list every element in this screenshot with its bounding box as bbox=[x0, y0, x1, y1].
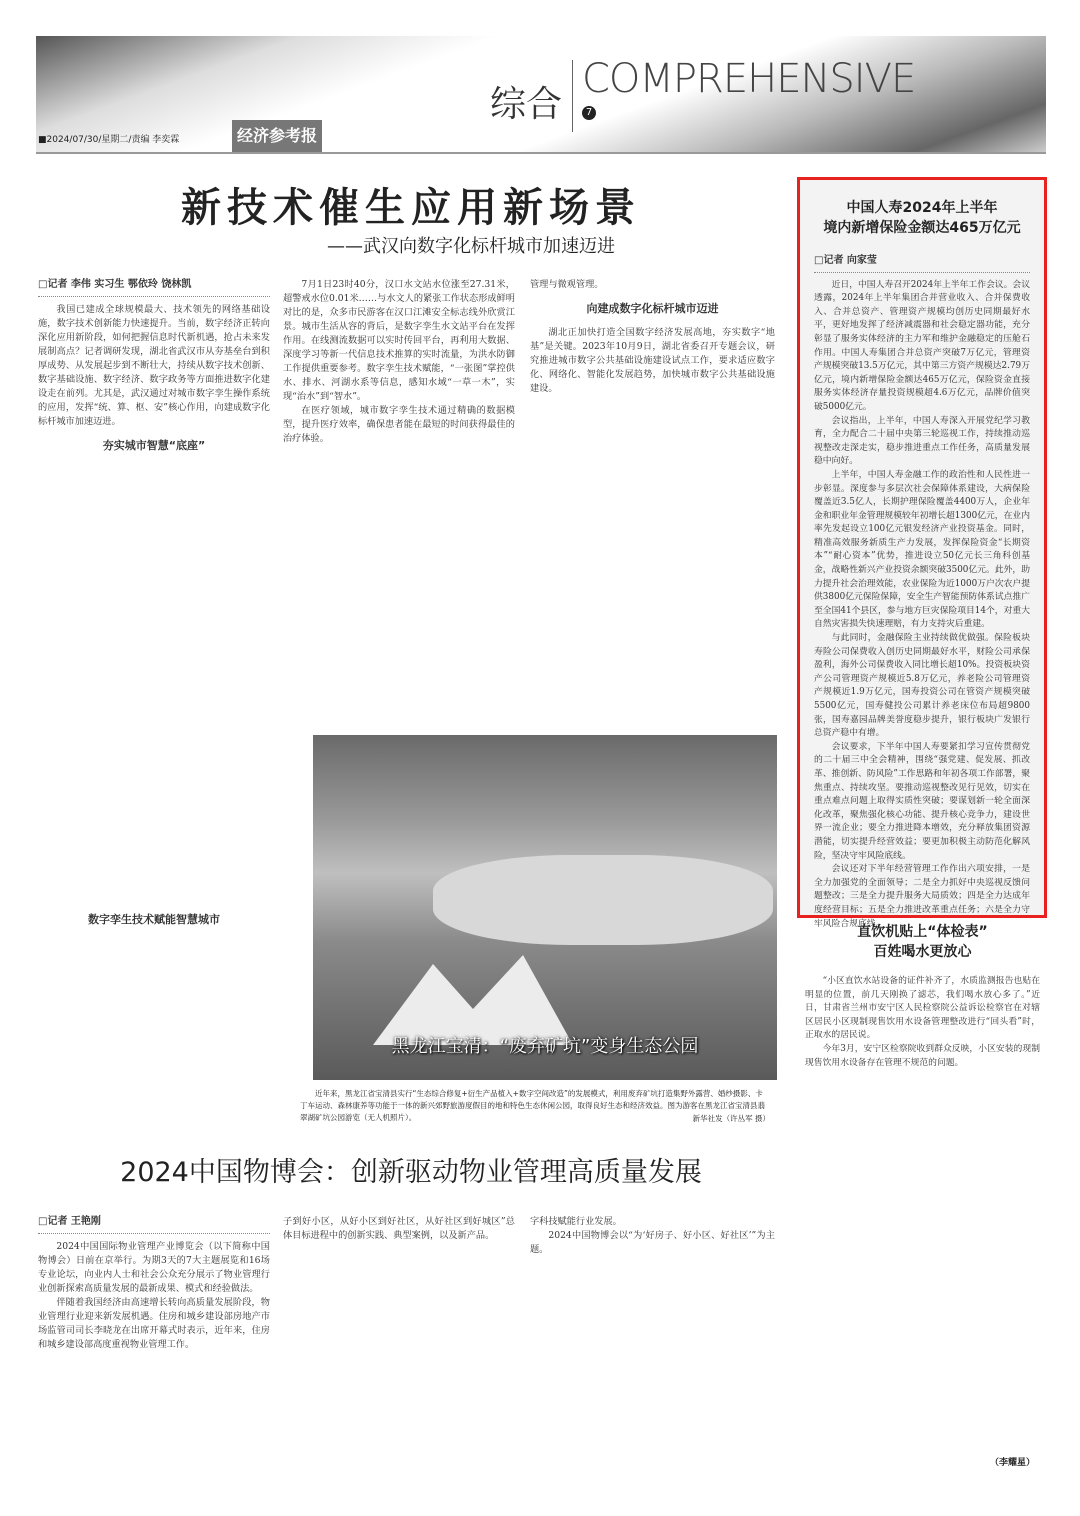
paragraph: 会议还对下半年经营管理工作作出六项安排，一是全力加强党的全面领导；二是全力抓好中央巡视反馈问题整改；三是全力提升服务大局质效；四是全力达成年度经营目标；五是全力推进改革重点任务；六是全力守牢风险合规底线。 bbox=[814, 864, 1030, 929]
dateline: ■2024/07/30/星期二/责编 李奕霖 bbox=[38, 135, 180, 145]
title-line: 直饮机贴上“体检表” bbox=[857, 924, 988, 940]
section-heading: 向建成数字化标杆城市迈进 bbox=[586, 302, 719, 315]
paragraph: 2024中国国际物业管理产业博览会（以下简称中国物博会）日前在京举行。为期3天的7大主题展览和16场专业论坛，向业内人士和社会公众充分展示了物业管理行业创新探索高质量发展的最新成果、模式和经验做法。 bbox=[38, 1241, 270, 1294]
divider bbox=[572, 60, 573, 132]
expo-col2 bbox=[283, 1215, 515, 1243]
photo-caption: 近年来，黑龙江省宝清县实行“生态综合修复+衍生产品植入+数字空间改造”的发展模式，利用废弃矿坑打造集野外露营、婚纱摄影、卡丁车运动、森林康养等功能于一体的新兴郊野旅游度假目的地和特色生态休闲公园，取得良好生态和经济效益。图为游客在黑龙江省宝清县翡翠湖矿坑公园游览（无人机照片）。 bbox=[300, 1089, 765, 1122]
title-line: 百姓喝水更放心 bbox=[873, 944, 972, 960]
news-photo bbox=[313, 735, 777, 1080]
paragraph: 伴随着我国经济由高速增长转向高质量发展阶段，物业管理行业迎来新发展机遇。住房和城乡建设部房地产市场监管司司长李晓龙在出席开幕式时表示，近年来，住房和城乡建设部高度重视物业管理工作。 bbox=[38, 1297, 270, 1350]
title-line: 境内新增保险金额达465万亿元 bbox=[823, 220, 1021, 236]
paragraph: 在医疗领域，城市数字孪生技术通过精确的数据模型，提升医疗效率，确保患者能在最短的时间获得最佳的治疗体验。 bbox=[283, 405, 515, 444]
expo-col3 bbox=[530, 1215, 775, 1257]
main-headline: 新技术催生应用新场景 bbox=[181, 184, 641, 231]
byline: □记者 李伟 实习生 鄂依玲 饶林凯 bbox=[38, 278, 270, 297]
author-credit: （李耀星） bbox=[990, 1458, 1036, 1468]
lake-shape bbox=[433, 855, 773, 945]
paragraph: 今年3月，安宁区检察院收到群众反映，小区安装的现制现售饮用水设备存在管理不规范的问题。 bbox=[805, 1043, 1040, 1068]
expo-col1 bbox=[38, 1215, 270, 1352]
paragraph: 近日，中国人寿召开2024年上半年工作会议。会议透露，2024年上半年集团合并营业收入、合并保费收入、合并总资产、管理资产规模均创历史同期最好水平，更好地发挥了经济减震器和社会稳定器功能，充分彰显了服务实体经济的主力军和维护金融稳定的压舱石作用。中国人寿集团合并总资产突破7万亿元，管理资产规模突破13.5万亿元，其中第三方资产规模达2.79万亿元，境内新增保险金额达465万亿元，保险资金直接服务实体经济存量投资规模超4.6万亿元，品牌价值突破5000亿元。 bbox=[814, 279, 1030, 412]
paragraph: 湖北正加快打造全国数字经济发展高地，夯实数字“地基”是关键。2023年10月9日，湖北省委召开专题会议，研究推进城市数字公共基础设施建设试点工作，要求适应数字化、网络化、智能化发展趋势，加快城市数字公共基础设施建设。 bbox=[530, 327, 775, 394]
article-title bbox=[814, 198, 1030, 238]
paragraph: 会议指出，上半年，中国人寿深入开展党纪学习教育，全力配合二十届中央第三轮巡视工作，持续推动巡视整改走深走实，稳步推进重点工作任务，高质量发展稳中向好。 bbox=[814, 415, 1030, 467]
paragraph: 上半年，中国人寿金融工作的政治性和人民性进一步彰显。深度参与多层次社会保障体系建设，大病保险覆盖近3.5亿人，长期护理保险覆盖4400万人，企业年金和职业年金管理规模较年初增长超1300亿元，在业内率先发起设立100亿元银发经济产业投资基金。同时，精准高效服务新质生产力发展，发挥保险资金“长期资本”“耐心资本”优势，推进设立50亿元长三角科创基金，战略性新兴产业投资余额突破3500亿元。此外，助力提升社会治理效能，农业保险为近1000万户次农户提供3800亿元保险保障，安全生产智能预防体系试点推广至全国41个县区，参与地方巨灾保险项目14个，对重大自然灾害损失快速理赔，有力支持灾后重建。 bbox=[814, 469, 1030, 630]
paper-logo: 经济参考报 bbox=[232, 120, 322, 152]
section-heading: 数字孪生技术赋能智慧城市 bbox=[88, 913, 220, 926]
main-subheadline: ——武汉向数字化标杆城市加速迈进 bbox=[327, 236, 615, 257]
section-heading: 夯实城市智慧“底座” bbox=[102, 439, 206, 452]
paragraph: “小区直饮水站设备的证件补齐了，水质监测报告也贴在明显的位置，前几天刚换了滤芯，我们喝水放心多了。”近日，甘肃省兰州市安宁区人民检察院公益诉讼检察官在对辖区居民小区现制现售饮用水设备管理整改进行“回头看”时，正取水的居民说。 bbox=[805, 976, 1040, 1041]
paragraph: 2024中国物博会以“为‘好房子、好小区、好社区’”为主题。 bbox=[530, 1230, 775, 1255]
water-article-title bbox=[800, 922, 1045, 962]
byline: □记者 向家莹 bbox=[814, 254, 1030, 273]
expo-headline: 2024中国物博会：创新驱动物业管理高质量发展 bbox=[120, 1157, 702, 1188]
main-article-col2 bbox=[283, 278, 515, 446]
page-number: 7 bbox=[582, 106, 596, 120]
photo-title: 黑龙江宝清：“废弃矿坑”变身生态公园 bbox=[391, 1036, 699, 1057]
title-line: 中国人寿2024年上半年 bbox=[846, 200, 998, 216]
water-article-body bbox=[805, 975, 1040, 1070]
paragraph: 会议要求，下半年中国人寿要紧扣学习宣传贯彻党的二十届三中全会精神，围绕“强党建、促发展、抓改革、推创新、防风险”工作思路和年初各项工作部署，聚焦重点、持续攻坚。要推动巡视整改见行见效，切实在重点难点问题上取得实质性突破；要谋划新一轮全面深化改革，聚焦强化核心功能、提升核心竞争力，建设世界一流企业；要全力推进降本增效，充分释放集团资源潜能，切实提升经营效益；要更加积极主动防范化解风险，坚决守牢风险底线。 bbox=[814, 741, 1030, 861]
paragraph: 管理与微观管理。 bbox=[530, 279, 604, 290]
paragraph: 子到好小区，从好小区到好社区，从好社区到好城区”总体目标进程中的创新实践、典型案例，以及新产品。 bbox=[283, 1216, 515, 1241]
byline: □记者 王艳刚 bbox=[38, 1215, 270, 1234]
main-article-col1 bbox=[38, 278, 270, 937]
paragraph: 7月1日23时40分，汉口水文站水位涨至27.31米，超警戒水位0.01米……与水文人的紧张工作状态形成鲜明对比的是，众多市民游客在汉口江滩安全标志线外欣赏江景。城市生活从容的背后，是数字孪生水文站平台在发挥作用。在线测流数据可以实时传回平台，再利用大数据、深度学习等新一代信息技术推算的实时流量，为洪水防御工作提供重要参考。数字孪生技术赋能，“一张图”掌控供水、排水、河湖水系等信息，感知水域“一草一木”，实现“治水”到“智水”。 bbox=[283, 279, 515, 402]
paragraph: 我国已建成全球规模最大、技术领先的网络基础设施，数字技术创新能力快速提升。当前，数字经济正转向深化应用新阶段，如何把握信息时代新机遇，抢占未来发展制高点？记者调研发现，湖北省武汉市从夯基垒台到积厚成势、从发展起步到不断壮大，持续从数字技术创新、数字基础设施、数字经济、数字政务等方面推进数字化建设走在前列。尤其是，武汉通过对城市数字孪生操作系统的应用，发挥“统、算、枢、安”核心作用，向建成数字化标杆城市加速迈进。 bbox=[38, 304, 270, 427]
main-article-col3 bbox=[530, 278, 775, 396]
section-title-en: COMPREHENSIVE bbox=[582, 56, 916, 102]
paragraph: 字科技赋能行业发展。 bbox=[530, 1216, 622, 1227]
paragraph: 与此同时，金融保险主业持续做优做强。保险板块寿险公司保费收入创历史同期最好水平，财险公司承保盈利，海外公司保费收入同比增长超10%。投资板块资产公司管理资产规模近5.8万亿元，养老险公司管理资产规模近1.9万亿元，国寿投资公司在管资产规模突破5500亿元，国寿健投公司累计养老床位布局超9800张，国寿嘉园品牌美誉度稳步提升，银行板块广发银行总资产稳中有增。 bbox=[814, 633, 1030, 739]
highlighted-article bbox=[797, 177, 1047, 929]
photo-credit: 新华社发（许丛军 摄） bbox=[692, 1114, 770, 1123]
section-title: 综合 bbox=[490, 84, 563, 125]
